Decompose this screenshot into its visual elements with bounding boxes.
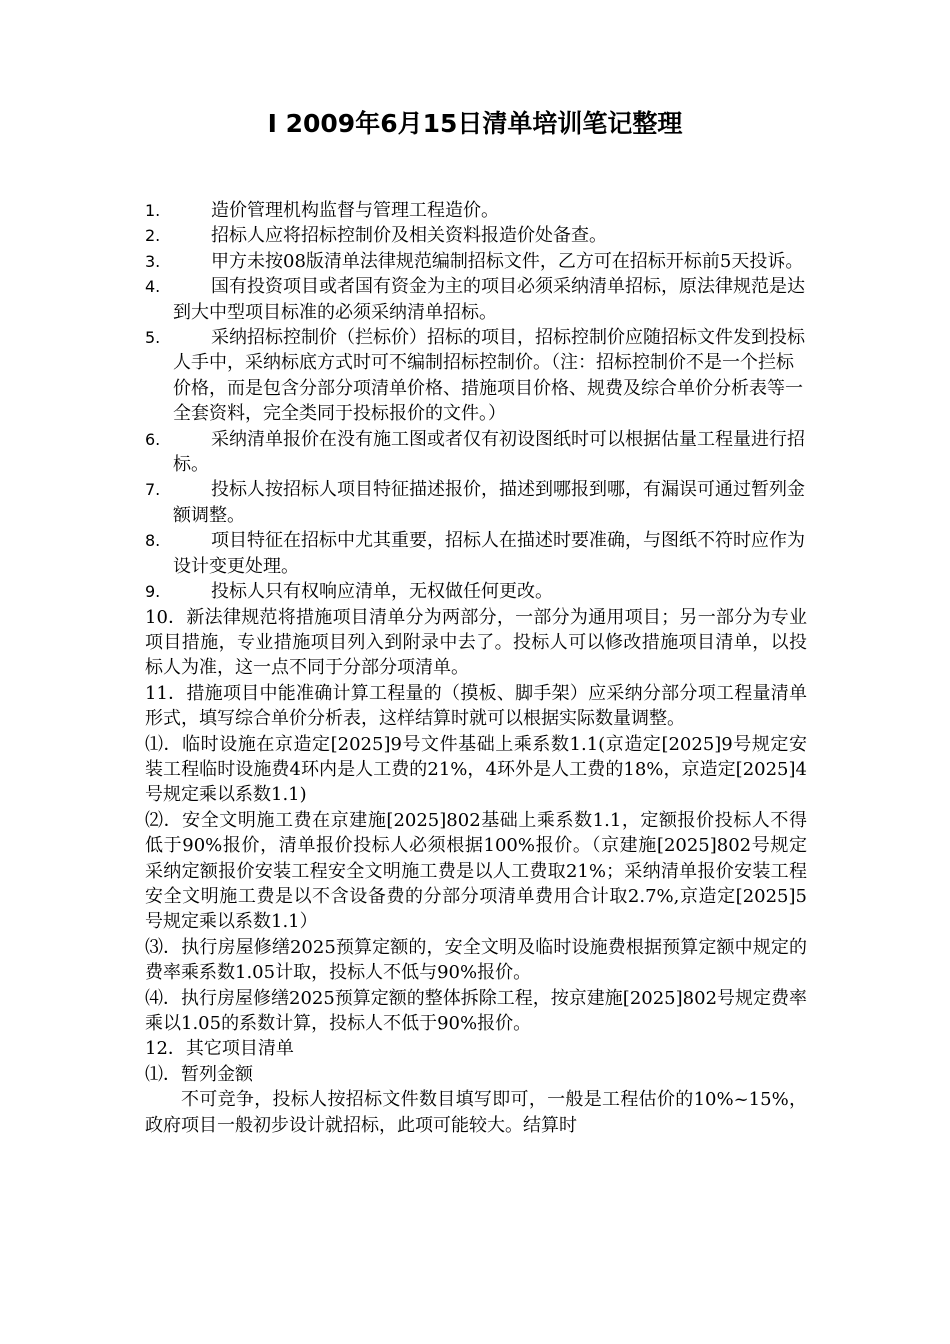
- list-item: [145, 249, 807, 274]
- list-item: [145, 198, 807, 223]
- paragraph-sub-4: ⑷．执行房屋修缮2025预算定额的整体拆除工程，按京建施[2025]802号规定费率乘以1.05的系数计算，投标人不低于90%报价。: [145, 987, 808, 1034]
- paragraph-sub-3: ⑶．执行房屋修缮2025预算定额的，安全文明及临时设施费根据预算定额中规定的费率乘系数1.05计取，投标人不低与90%报价。: [145, 936, 807, 984]
- paragraph-11: 11．措施项目中能准确计算工程量的（摸板、脚手架）应采纳分部分项工程量清单形式，填写综合单价分析表，这样结算时就可以根据实际数量调整。: [145, 682, 807, 730]
- list-item-number: 5.: [145, 328, 161, 348]
- list-item-text: 投标人只有权响应清单，无权做任何更改。: [211, 581, 553, 603]
- document-body: [145, 198, 807, 1138]
- subsection-heading: ⑴．暂列金额: [145, 1063, 253, 1085]
- list-item-text: 甲方未按08版清单法律规范编制招标文件，乙方可在招标开标前5天投诉。: [211, 250, 804, 272]
- list-item-number: 9.: [145, 582, 161, 602]
- list-item: [145, 528, 807, 579]
- paragraph-continuation: 不可竞争，投标人按招标文件数目填写即可，一般是工程估价的10%~15%，政府项目一般初步设计就招标，此项可能较大。结算时: [145, 1089, 807, 1136]
- paragraph-sub-2: ⑵．安全文明施工费在京建施[2025]802基础上乘系数1.1，定额报价投标人不得低于90%报价，清单报价投标人必须根据100%报价。（京建施[2025]802号规定采纳定额报价安装工程安全文明施工费是以人工费取21%；采纳清单报价安装工程安全文明施工费是以不含设备费的分部分项清单费用合计取2.7%,京造定[2025]5号规定乘以系数1.1）: [145, 809, 807, 933]
- list-item-text: 国有投资项目或者国有资金为主的项目必须采纳清单招标，原法律规范是达到大中型项目标准的必须采纳清单招标。: [173, 276, 805, 323]
- section-heading-12: 12．其它项目清单: [145, 1038, 294, 1060]
- list-item-text: 造价管理机构监督与管理工程造价。: [211, 200, 499, 221]
- list-item: [145, 325, 807, 427]
- paragraph-sub-1: ⑴．临时设施在京造定[2025]9号文件基础上乘系数1.1(京造定[2025]9号规定安装工程临时设施费4环内是人工费的21%，4环外是人工费的18%，京造定[2025]4号规定乘以系数1.1): [145, 733, 807, 806]
- list-item-number: 7.: [145, 480, 161, 500]
- list-item: [145, 427, 807, 478]
- paragraph-10: 10．新法律规范将措施项目清单分为两部分，一部分为通用项目；另一部分为专业项目措施，专业措施项目列入到附录中去了。投标人可以修改措施项目清单，以投标人为准，这一点不同于分部分项清单。: [145, 606, 807, 679]
- list-item-number: 3.: [145, 251, 161, 271]
- list-item-number: 4.: [145, 277, 161, 297]
- list-item-number: 2.: [145, 226, 161, 246]
- list-item-text: 采纳清单报价在没有施工图或者仅有初设图纸时可以根据估量工程量进行招标。: [173, 428, 805, 476]
- list-item-number: 1.: [145, 201, 161, 220]
- list-item-number: 6.: [145, 429, 161, 449]
- list-item: [145, 274, 807, 325]
- list-item-text: 投标人按招标人项目特征描述报价，描述到哪报到哪，有漏误可通过暂列金额调整。: [173, 479, 805, 526]
- list-item-number: 8.: [145, 531, 161, 551]
- document-title: I 2009年6月15日清单培训笔记整理: [267, 109, 683, 138]
- list-item: [145, 477, 807, 528]
- list-item-text: 采纳招标控制价（拦标价）招标的项目，招标控制价应随招标文件发到投标人手中，采纳标底方式时可不编制招标控制价。（注：招标控制价不是一个拦标价格，而是包含分部分项清单价格、措施项目价格、规费及综合单价分析表等一全套资料，完全类同于投标报价的文件。）: [173, 327, 805, 425]
- list-item-text: 招标人应将招标控制价及相关资料报造价处备查。: [211, 225, 607, 247]
- list-item: [145, 223, 807, 248]
- list-item: [145, 579, 807, 604]
- list-item-text: 项目特征在招标中尤其重要，招标人在描述时要准确，与图纸不符时应作为设计变更处理。: [173, 530, 805, 577]
